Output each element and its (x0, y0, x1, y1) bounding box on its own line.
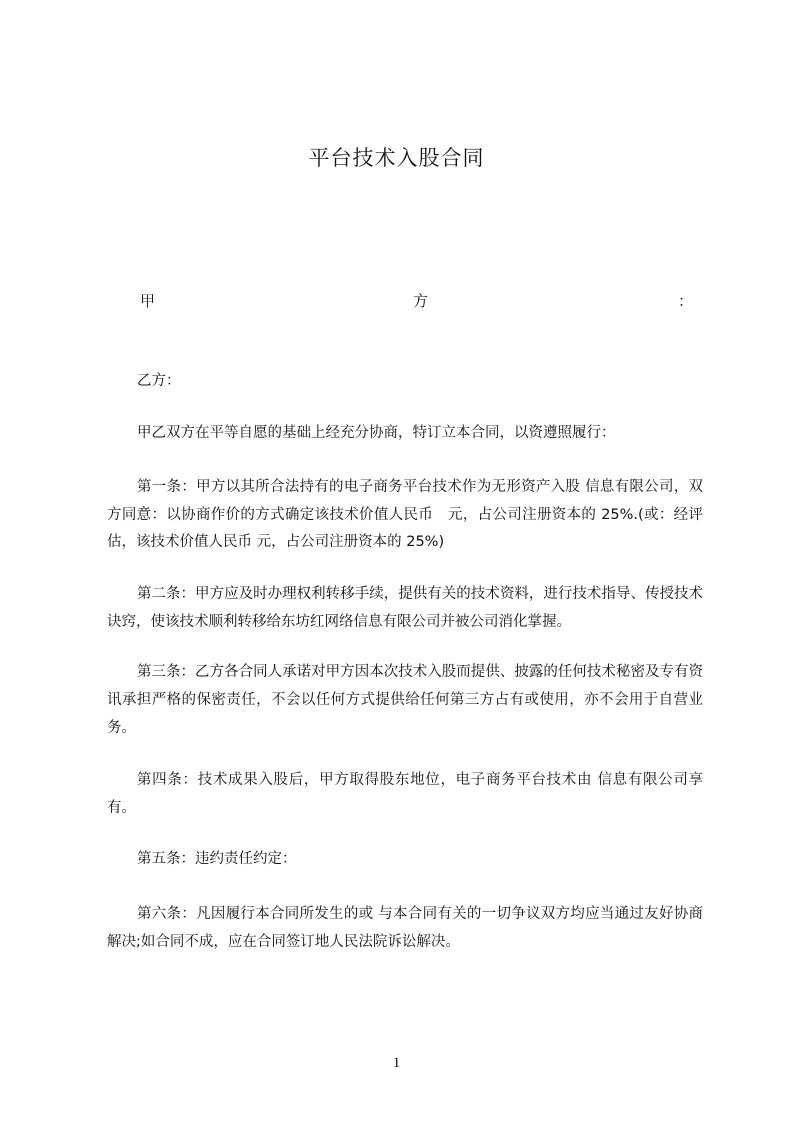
article-1: 第一条：甲方以其所合法持有的电子商务平台技术作为无形资产入股 信息有限公司，双方同意：以协商作价的方式确定该技术价值人民币 元，占公司注册资本的 25%.(或：经评估，该技术价值人民币 元，占公司注册资本的 25%) (107, 479, 703, 550)
article-5: 第五条：违约责任约定： (137, 851, 297, 867)
article-2: 第二条：甲方应及时办理权利转移手续，提供有关的技术资料，进行技术指导、传授技术诀窍，使该技术顺利转移给东坊红网络信息有限公司并被公司消化掌握。 (107, 586, 703, 630)
intro-paragraph: 甲乙双方在平等自愿的基础上经充分协商，特订立本合同，以资遵照履行： (137, 425, 616, 441)
article-6: 第六条：凡因履行本合同所发生的或 与本合同有关的一切争议双方均应当通过友好协商解决;如合同不成，应在合同签订地人民法院诉讼解决。 (107, 906, 703, 950)
party-b-line: 乙方： (137, 373, 181, 389)
party-a-colon: ： (677, 292, 693, 310)
page-number: 1 (392, 1055, 401, 1071)
article-3: 第三条：乙方各合同人承诺对甲方因本次技术入股而提供、披露的任何技术秘密及专有资讯承担严格的保密责任，不会以任何方式提供给任何第三方占有或使用，亦不会用于自营业务。 (107, 664, 703, 736)
party-a-line (140, 290, 693, 314)
article-4: 第四条：技术成果入股后，甲方取得股东地位，电子商务平台技术由 信息有限公司享有。 (107, 772, 703, 816)
document-title: 平台技术入股合同 (308, 146, 485, 170)
party-a-char-2: 方 (413, 292, 429, 310)
party-a-char-1: 甲 (140, 292, 156, 310)
